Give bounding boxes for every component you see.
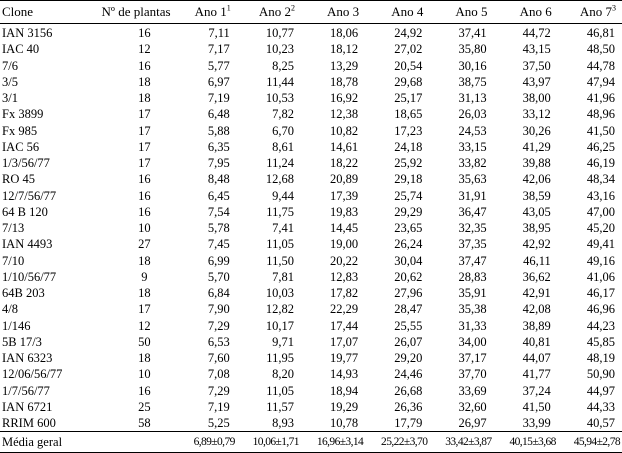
- year-value-cell: 49,16: [586, 253, 615, 268]
- clone-name-cell: 4/8: [2, 302, 18, 317]
- table-row: [0, 90, 622, 106]
- year-value-cell: 10,82: [330, 123, 359, 138]
- year-value-cell: 48,96: [586, 107, 615, 122]
- table-row: [0, 188, 622, 204]
- year-value-cell: 41,29: [522, 139, 551, 154]
- year-value-cell: 30,04: [394, 253, 423, 268]
- clone-name-cell: 12/7/56/77: [2, 188, 57, 203]
- mean-sd-cell: 45,94±2,78: [558, 432, 622, 453]
- clone-name-cell: IAN 6721: [2, 399, 53, 414]
- clone-name-cell: 12/06/56/77: [2, 367, 63, 382]
- year-value-cell: 14,61: [330, 139, 359, 154]
- table-footer: [0, 432, 622, 453]
- column-header-label: Ano 5: [455, 4, 488, 19]
- year-value-cell: 44,78: [586, 58, 615, 73]
- table-row: [0, 383, 622, 399]
- year-value-cell: 7,08: [207, 367, 230, 382]
- year-value-cell: 48,34: [586, 172, 615, 187]
- year-value-cell: 7,81: [272, 269, 294, 284]
- year-value-cell: 40,81: [522, 334, 551, 349]
- year-value-cell: 8,20: [272, 367, 294, 382]
- table-row: [0, 366, 622, 382]
- year-value-cell: 27,02: [394, 42, 423, 57]
- footnote-marker: 2: [290, 3, 295, 13]
- year-value-cell: 18,94: [330, 383, 359, 398]
- year-value-cell: 16,92: [330, 91, 359, 106]
- clone-name-cell: 1/3/56/77: [2, 156, 50, 171]
- table-row: [0, 236, 622, 252]
- year-value-cell: 11,75: [266, 204, 294, 219]
- year-value-cell: 33,69: [458, 383, 487, 398]
- year-value-cell: 45,85: [586, 334, 615, 349]
- plant-count-cell: 17: [138, 139, 151, 154]
- clone-name-cell: 3/1: [2, 91, 18, 106]
- footer-label: Média geral: [0, 432, 173, 453]
- year-value-cell: 26,68: [394, 383, 423, 398]
- year-value-cell: 44,33: [586, 399, 615, 414]
- year-value-cell: 17,44: [330, 318, 359, 333]
- year-value-cell: 37,17: [458, 351, 487, 366]
- year-value-cell: 37,35: [458, 237, 487, 252]
- year-value-cell: 17,79: [394, 416, 423, 431]
- year-value-cell: 8,61: [272, 139, 294, 154]
- year-value-cell: 5,25: [207, 416, 230, 431]
- clone-name-cell: 64B 203: [2, 286, 45, 301]
- year-value-cell: 46,11: [523, 253, 551, 268]
- year-value-cell: 11,24: [266, 156, 294, 171]
- column-header-label: Ano 3: [327, 4, 360, 19]
- column-header-plantas: [88, 1, 172, 24]
- column-header-clone: [0, 1, 88, 24]
- year-value-cell: 32,35: [458, 221, 487, 236]
- year-value-cell: 41,50: [522, 399, 551, 414]
- year-value-cell: 18,78: [330, 74, 359, 89]
- plant-count-cell: 10: [138, 367, 151, 382]
- year-value-cell: 46,25: [586, 139, 615, 154]
- year-value-cell: 48,19: [586, 351, 615, 366]
- column-header-ano2: [237, 1, 301, 24]
- column-header-ano5: [429, 1, 493, 24]
- year-value-cell: 10,17: [265, 318, 294, 333]
- year-value-cell: 33,12: [522, 107, 551, 122]
- clone-name-cell: RRIM 600: [2, 416, 56, 431]
- table-body: [0, 24, 622, 432]
- year-value-cell: 37,50: [522, 58, 551, 73]
- year-value-cell: 26,24: [394, 237, 423, 252]
- year-value-cell: 26,03: [458, 107, 487, 122]
- year-value-cell: 33,82: [458, 156, 487, 171]
- year-value-cell: 12,82: [265, 302, 294, 317]
- plant-count-cell: 18: [138, 74, 151, 89]
- clone-name-cell: 7/10: [2, 253, 25, 268]
- year-value-cell: 7,29: [207, 383, 230, 398]
- year-value-cell: 7,19: [207, 399, 230, 414]
- clone-name-cell: 7/13: [2, 221, 25, 236]
- plant-count-cell: 16: [138, 188, 151, 203]
- year-value-cell: 43,05: [522, 204, 551, 219]
- year-value-cell: 13,29: [330, 58, 359, 73]
- column-header-label: Ano 2: [258, 4, 291, 19]
- year-value-cell: 24,53: [458, 123, 487, 138]
- year-value-cell: 30,16: [458, 58, 487, 73]
- year-value-cell: 41,50: [586, 123, 615, 138]
- year-value-cell: 6,99: [207, 253, 230, 268]
- year-value-cell: 18,06: [330, 26, 359, 41]
- year-value-cell: 37,41: [458, 26, 487, 41]
- column-header-label: Ano 1: [194, 4, 227, 19]
- year-value-cell: 35,91: [458, 286, 487, 301]
- mean-sd-cell: 6,89±0,79: [173, 432, 237, 453]
- year-value-cell: 7,60: [207, 351, 230, 366]
- table-row: [0, 399, 622, 415]
- year-value-cell: 28,83: [458, 269, 487, 284]
- table-row: [0, 350, 622, 366]
- clone-name-cell: 5B 17/3: [2, 334, 42, 349]
- clone-name-cell: 3/5: [2, 74, 18, 89]
- year-value-cell: 7,17: [207, 42, 230, 57]
- year-value-cell: 42,91: [522, 286, 551, 301]
- year-value-cell: 44,97: [586, 383, 615, 398]
- header-row: [0, 1, 622, 24]
- year-value-cell: 10,03: [265, 286, 294, 301]
- year-value-cell: 6,35: [207, 139, 230, 154]
- year-value-cell: 24,18: [394, 139, 423, 154]
- plant-count-cell: 16: [138, 383, 151, 398]
- table-row: [0, 415, 622, 432]
- year-value-cell: 23,65: [394, 221, 423, 236]
- year-value-cell: 38,89: [522, 318, 551, 333]
- plant-count-cell: 27: [138, 237, 151, 252]
- year-value-cell: 34,00: [458, 334, 487, 349]
- year-value-cell: 10,77: [265, 26, 294, 41]
- year-value-cell: 49,41: [586, 237, 615, 252]
- table-row: [0, 220, 622, 236]
- mean-sd-cell: 40,15±3,68: [494, 432, 558, 453]
- year-value-cell: 41,77: [522, 367, 551, 382]
- plant-count-cell: 17: [138, 302, 151, 317]
- year-value-cell: 26,36: [394, 399, 423, 414]
- plant-count-cell: 16: [138, 204, 151, 219]
- plant-count-cell: 18: [138, 253, 151, 268]
- plant-count-cell: 12: [138, 42, 151, 57]
- year-value-cell: 5,88: [207, 123, 230, 138]
- year-value-cell: 38,75: [458, 74, 487, 89]
- year-value-cell: 37,70: [458, 367, 487, 382]
- year-value-cell: 41,06: [586, 269, 615, 284]
- plant-count-cell: 18: [138, 91, 151, 106]
- year-value-cell: 39,88: [522, 156, 551, 171]
- year-value-cell: 20,62: [394, 269, 423, 284]
- year-value-cell: 32,60: [458, 399, 487, 414]
- table-row: [0, 58, 622, 74]
- year-value-cell: 42,06: [522, 172, 551, 187]
- clone-name-cell: 7/6: [2, 58, 18, 73]
- year-value-cell: 14,93: [330, 367, 359, 382]
- year-value-cell: 37,47: [458, 253, 487, 268]
- year-value-cell: 33,15: [458, 139, 487, 154]
- year-value-cell: 19,77: [330, 351, 359, 366]
- year-value-cell: 29,20: [394, 351, 423, 366]
- year-value-cell: 48,50: [586, 42, 615, 57]
- table-row: [0, 74, 622, 90]
- plant-count-cell: 58: [138, 416, 151, 431]
- year-value-cell: 17,82: [330, 286, 359, 301]
- year-value-cell: 31,91: [458, 188, 487, 203]
- year-value-cell: 31,13: [458, 91, 487, 106]
- year-value-cell: 11,44: [266, 74, 294, 89]
- year-value-cell: 29,68: [394, 74, 423, 89]
- year-value-cell: 7,95: [207, 156, 230, 171]
- table-row: [0, 334, 622, 350]
- year-value-cell: 36,62: [522, 269, 551, 284]
- column-header-label: Ano 7: [579, 4, 612, 19]
- mean-sd-cell: 33,42±3,87: [429, 432, 493, 453]
- year-value-cell: 44,07: [522, 351, 551, 366]
- column-header-label: Ano 6: [519, 4, 552, 19]
- year-value-cell: 46,96: [586, 302, 615, 317]
- year-value-cell: 31,33: [458, 318, 487, 333]
- year-value-cell: 7,82: [272, 107, 294, 122]
- year-value-cell: 5,77: [207, 58, 230, 73]
- year-value-cell: 26,97: [458, 416, 487, 431]
- column-header-ano7: [558, 1, 622, 24]
- year-value-cell: 42,92: [522, 237, 551, 252]
- year-value-cell: 18,22: [330, 156, 359, 171]
- year-value-cell: 8,48: [207, 172, 230, 187]
- table-row: [0, 269, 622, 285]
- year-value-cell: 11,50: [266, 253, 294, 268]
- year-value-cell: 14,45: [330, 221, 359, 236]
- year-value-cell: 46,17: [586, 286, 615, 301]
- year-value-cell: 38,59: [522, 188, 551, 203]
- footnote-marker: 1: [226, 3, 231, 13]
- year-value-cell: 6,84: [207, 286, 230, 301]
- year-value-cell: 44,23: [586, 318, 615, 333]
- year-value-cell: 27,96: [394, 286, 423, 301]
- year-value-cell: 43,16: [586, 188, 615, 203]
- year-value-cell: 5,70: [207, 269, 230, 284]
- year-value-cell: 18,12: [330, 42, 359, 57]
- column-header-label: Ano 4: [391, 4, 424, 19]
- table-row: [0, 123, 622, 139]
- table-row: [0, 24, 622, 42]
- year-value-cell: 33,99: [522, 416, 551, 431]
- plant-count-cell: 9: [141, 269, 148, 284]
- column-header-label: Nº de plantas: [101, 4, 171, 19]
- year-value-cell: 9,44: [272, 188, 294, 203]
- year-value-cell: 9,71: [272, 334, 294, 349]
- year-value-cell: 50,90: [586, 367, 615, 382]
- year-value-cell: 35,80: [458, 42, 487, 57]
- year-value-cell: 44,72: [522, 26, 551, 41]
- clone-name-cell: IAN 4493: [2, 237, 53, 252]
- plant-count-cell: 16: [138, 172, 151, 187]
- year-value-cell: 26,07: [394, 334, 423, 349]
- plant-count-cell: 50: [138, 334, 151, 349]
- year-value-cell: 7,29: [207, 318, 230, 333]
- year-value-cell: 19,00: [330, 237, 359, 252]
- year-value-cell: 10,53: [265, 91, 294, 106]
- table-row: [0, 301, 622, 317]
- table-row: [0, 171, 622, 187]
- clone-name-cell: 1/7/56/77: [2, 383, 50, 398]
- mean-sd-cell: 25,22±3,70: [365, 432, 429, 453]
- year-value-cell: 17,23: [394, 123, 423, 138]
- year-value-cell: 28,47: [394, 302, 423, 317]
- plant-count-cell: 16: [138, 26, 151, 41]
- year-value-cell: 25,17: [394, 91, 423, 106]
- year-value-cell: 18,65: [394, 107, 423, 122]
- table-header: [0, 1, 622, 24]
- year-value-cell: 11,05: [266, 383, 294, 398]
- year-value-cell: 20,22: [330, 253, 359, 268]
- year-value-cell: 37,24: [522, 383, 551, 398]
- plant-count-cell: 25: [138, 399, 151, 414]
- year-value-cell: 6,53: [207, 334, 230, 349]
- clone-name-cell: 1/146: [2, 318, 31, 333]
- table-row: [0, 155, 622, 171]
- year-value-cell: 7,41: [272, 221, 294, 236]
- year-value-cell: 12,68: [265, 172, 294, 187]
- column-header-ano6: [494, 1, 558, 24]
- plant-count-cell: 17: [138, 156, 151, 171]
- year-value-cell: 10,78: [330, 416, 359, 431]
- column-header-ano1: [173, 1, 237, 24]
- year-value-cell: 25,74: [394, 188, 423, 203]
- year-value-cell: 29,18: [394, 172, 423, 187]
- year-value-cell: 10,23: [265, 42, 294, 57]
- year-value-cell: 47,00: [586, 204, 615, 219]
- table-row: [0, 139, 622, 155]
- year-value-cell: 6,70: [272, 123, 294, 138]
- year-value-cell: 38,95: [522, 221, 551, 236]
- footer-row-media-geral: [0, 432, 622, 453]
- table-row: [0, 106, 622, 122]
- year-value-cell: 6,97: [207, 74, 230, 89]
- plant-count-cell: 12: [138, 318, 151, 333]
- table-row: [0, 253, 622, 269]
- year-value-cell: 7,19: [207, 91, 230, 106]
- year-value-cell: 46,81: [586, 26, 615, 41]
- plant-count-cell: 17: [138, 107, 151, 122]
- year-value-cell: 25,92: [394, 156, 423, 171]
- year-value-cell: 11,57: [266, 399, 294, 414]
- year-value-cell: 42,08: [522, 302, 551, 317]
- clone-name-cell: IAN 3156: [2, 26, 53, 41]
- table-row: [0, 41, 622, 57]
- clone-name-cell: Fx 985: [2, 123, 38, 138]
- column-header-ano3: [301, 1, 365, 24]
- year-value-cell: 35,63: [458, 172, 487, 187]
- year-value-cell: 7,45: [207, 237, 230, 252]
- year-value-cell: 24,46: [394, 367, 423, 382]
- table-row: [0, 318, 622, 334]
- clone-name-cell: Fx 3899: [2, 107, 44, 122]
- column-header-label: Clone: [2, 4, 34, 19]
- year-value-cell: 12,38: [330, 107, 359, 122]
- plant-count-cell: 16: [138, 58, 151, 73]
- clone-name-cell: 1/10/56/77: [2, 269, 57, 284]
- year-value-cell: 11,95: [266, 351, 294, 366]
- clone-name-cell: RO 45: [2, 172, 35, 187]
- plant-count-cell: 18: [138, 286, 151, 301]
- plant-count-cell: 17: [138, 123, 151, 138]
- year-value-cell: 7,11: [208, 26, 230, 41]
- year-value-cell: 6,48: [207, 107, 230, 122]
- clone-name-cell: 64 B 120: [2, 204, 48, 219]
- clone-name-cell: IAC 40: [2, 42, 40, 57]
- column-header-ano4: [365, 1, 429, 24]
- plant-count-cell: 18: [138, 351, 151, 366]
- year-value-cell: 8,25: [272, 58, 294, 73]
- year-value-cell: 43,15: [522, 42, 551, 57]
- clone-name-cell: IAC 56: [2, 139, 40, 154]
- year-value-cell: 11,05: [266, 237, 294, 252]
- year-value-cell: 20,89: [330, 172, 359, 187]
- year-value-cell: 41,96: [586, 91, 615, 106]
- year-value-cell: 7,90: [207, 302, 230, 317]
- year-value-cell: 12,83: [330, 269, 359, 284]
- year-value-cell: 35,38: [458, 302, 487, 317]
- year-value-cell: 43,97: [522, 74, 551, 89]
- year-value-cell: 38,00: [522, 91, 551, 106]
- year-value-cell: 45,20: [586, 221, 615, 236]
- footnote-marker: 3: [612, 3, 616, 13]
- year-value-cell: 8,93: [272, 416, 294, 431]
- year-value-cell: 19,83: [330, 204, 359, 219]
- year-value-cell: 20,54: [394, 58, 423, 73]
- table-row: [0, 285, 622, 301]
- year-value-cell: 40,57: [586, 416, 615, 431]
- year-value-cell: 46,19: [586, 156, 615, 171]
- year-value-cell: 22,29: [330, 302, 359, 317]
- year-value-cell: 7,54: [207, 204, 230, 219]
- table-row: [0, 204, 622, 220]
- year-value-cell: 47,94: [586, 74, 615, 89]
- year-value-cell: 19,29: [330, 399, 359, 414]
- year-value-cell: 6,45: [207, 188, 230, 203]
- year-value-cell: 25,55: [394, 318, 423, 333]
- year-value-cell: 24,92: [394, 26, 423, 41]
- plant-count-cell: 10: [138, 221, 151, 236]
- clone-name-cell: IAN 6323: [2, 351, 53, 366]
- mean-sd-cell: 16,96±3,14: [301, 432, 365, 453]
- year-value-cell: 36,47: [458, 204, 487, 219]
- year-value-cell: 30,26: [522, 123, 551, 138]
- year-value-cell: 17,07: [330, 334, 359, 349]
- mean-sd-cell: 10,06±1,71: [237, 432, 301, 453]
- year-value-cell: 5,78: [207, 221, 230, 236]
- year-value-cell: 29,29: [394, 204, 423, 219]
- year-value-cell: 17,39: [330, 188, 359, 203]
